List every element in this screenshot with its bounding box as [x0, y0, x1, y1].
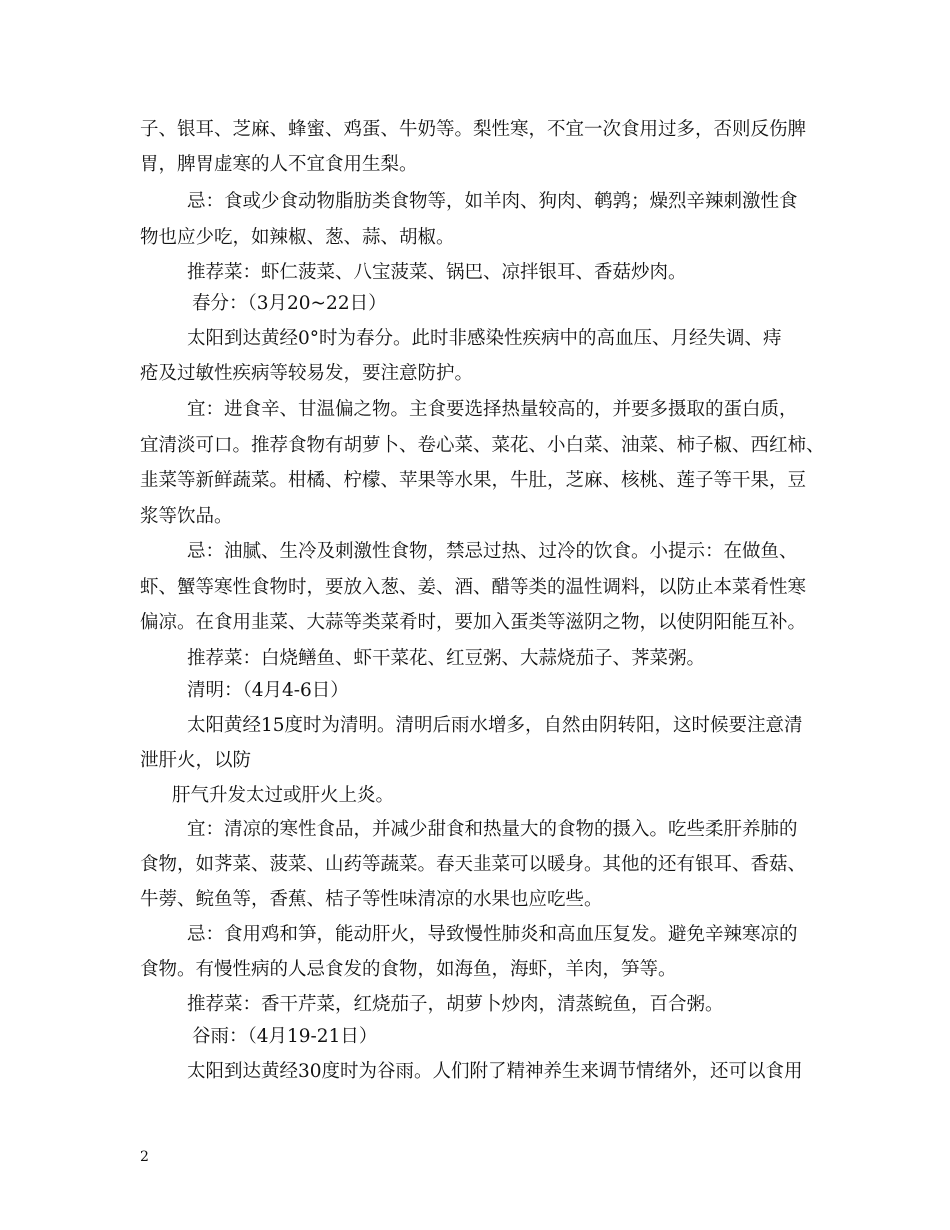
text-line: 宜：清凉的寒性食品，并减少甜食和热量大的食物的摄入。吃些柔肝养肺的 — [187, 819, 798, 840]
text-line: 胃，脾胃虚寒的人不宜食用生梨。 — [140, 154, 418, 175]
text-line: 食物，如荠菜、菠菜、山药等蔬菜。春天韭菜可以暖身。其他的还有银耳、香菇、 — [140, 854, 807, 875]
text-line: 忌：油腻、生冷及刺激性食物，禁忌过热、过冷的饮食。小提示：在做鱼、 — [187, 541, 798, 562]
text-line: 宜清淡可口。推荐食物有胡萝卜、卷心菜、菜花、小白菜、油菜、柿子椒、西红柿、 — [140, 435, 825, 456]
text-line: 牛蒡、鲩鱼等，香蕉、桔子等性味清凉的水果也应吃些。 — [140, 889, 603, 910]
page-number: 2 — [140, 1149, 149, 1165]
text-line: 推荐菜：虾仁菠菜、八宝菠菜、锅巴、凉拌银耳、香菇炒肉。 — [187, 262, 687, 283]
text-line: 虾、蟹等寒性食物时，要放入葱、姜、酒、醋等类的温性调料，以防止本菜肴性寒 — [140, 577, 807, 598]
text-line: 食物。有慢性病的人忌食发的食物，如海鱼，海虾，羊肉，笋等。 — [140, 959, 677, 980]
text-line: 太阳黄经15度时为清明。清明后雨水增多，自然由阴转阳，这时候要注意清 — [187, 715, 803, 736]
text-line: 推荐菜：香干芹菜，红烧茄子，胡萝卜炒肉，清蒸鲩鱼，百合粥。 — [187, 994, 724, 1015]
text-line: 太阳到达黄经30度时为谷雨。人们附了精神养生来调节情绪外，还可以食用 — [187, 1061, 803, 1082]
section-heading: 谷雨：（4月19-21日） — [192, 1026, 378, 1047]
text-line: 宜：进食辛、甘温偏之物。主食要选择热量较高的，并要多摄取的蛋白质， — [187, 399, 798, 420]
text-line: 浆等饮品。 — [140, 506, 233, 527]
text-line: 偏凉。在食用韭菜、大蒜等类菜肴时，要加入蛋类等滋阴之物，以使阴阳能互补。 — [140, 612, 807, 633]
text-line: 韭菜等新鲜蔬菜。柑橘、柠檬、苹果等水果，牛肚，芝麻、核桃、莲子等干果，豆 — [140, 470, 807, 491]
text-line: 肝气升发太过或肝火上炎。 — [172, 785, 395, 806]
section-heading: 清明：（4月4-6日） — [187, 680, 349, 701]
section-heading: 春分：（3月20~22日） — [192, 293, 387, 314]
text-line: 子、银耳、芝麻、蜂蜜、鸡蛋、牛奶等。梨性寒，不宜一次食用过多，否则反伤脾 — [140, 119, 807, 140]
text-line: 物也应少吃，如辣椒、葱、蒜、胡椒。 — [140, 227, 455, 248]
text-line: 忌：食用鸡和笋，能动肝火，导致慢性肺炎和高血压复发。避免辛辣寒凉的 — [187, 924, 798, 945]
text-line: 推荐菜：白烧鳝鱼、虾干菜花、红豆粥、大蒜烧茄子、荠菜粥。 — [187, 648, 706, 669]
text-line: 疮及过敏性疾病等较易发，要注意防护。 — [140, 363, 474, 384]
text-line: 泄肝火，以防 — [140, 750, 252, 771]
text-line: 忌：食或少食动物脂肪类食物等，如羊肉、狗肉、鹌鹑；燥烈辛辣刺激性食 — [187, 191, 798, 212]
text-line: 太阳到达黄经0°时为春分。此时非感染性疾病中的高血压、月经失调、痔 — [187, 328, 782, 349]
